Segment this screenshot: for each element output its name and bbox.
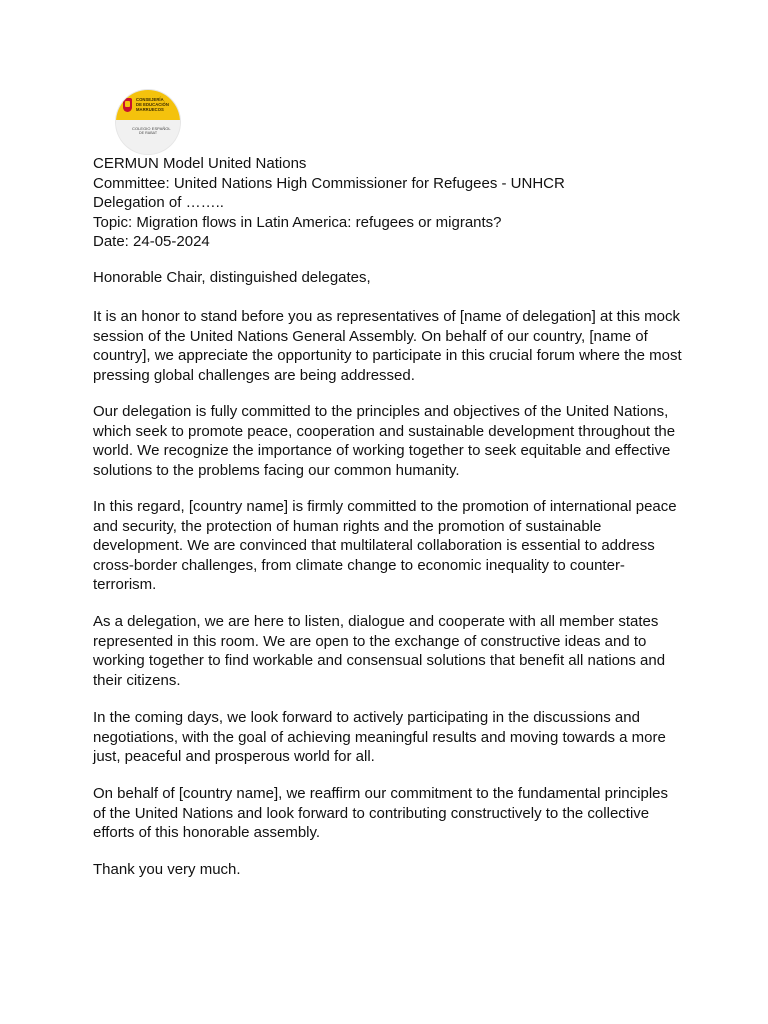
salutation — [93, 268, 683, 288]
body-paragraph — [93, 402, 683, 480]
body-paragraph — [93, 497, 683, 595]
school-logo — [116, 90, 180, 154]
paragraph-text: As a delegation, we are here to listen, dialogue and cooperate with all member states represented in this room. We are open to the exchange of constructive ideas and to working together to find workable and consensual solutions that benefit all nations and their citizens. — [93, 613, 666, 689]
paragraph-text: In the coming days, we look forward to actively participating in the discussions and negotiations, with the goal of achieving meaningful results and moving towards a more just, peaceful and prosperous world for all. — [93, 709, 666, 765]
logo-text-line: MARRUECOS — [136, 107, 164, 112]
body-paragraph — [93, 708, 683, 767]
paragraph-text: On behalf of [country name], we reaffirm our commitment to the fundamental principles of the United Nations and look forward to contributing constructively to the collective efforts of this honorable assembly. — [93, 785, 668, 841]
delegation-line: Delegation of …….. — [93, 194, 224, 211]
committee-line: Committee: United Nations High Commissioner for Refugees - UNHCR — [93, 174, 565, 192]
closing — [93, 860, 683, 880]
paragraph-text: In this regard, [country name] is firmly committed to the promotion of international peace and security, the protection of human rights and the promotion of sustainable development. We are convinced that multilateral collaboration is essential to address cross-border challenges, from climate change to economic inequality to counter-terrorism. — [93, 498, 677, 593]
date-line: Date: 24-05-2024 — [93, 233, 210, 250]
document-header — [93, 154, 683, 252]
organization-name: CERMUN Model United Nations — [93, 155, 307, 172]
paragraph-text: Our delegation is fully committed to the principles and objectives of the United Nations, which seek to promote peace, cooperation and sustainable development throughout the world. We recognize the importance of working together to seek equitable and effective solutions to the problems facing our common humanity. — [93, 403, 676, 479]
logo-text-line: DE RABAT — [139, 131, 158, 135]
paragraph-text: It is an honor to stand before you as representatives of [name of delegation] at this mock session of the United Nations General Assembly. On behalf of our country, [name of country], we appreciate the opportunity to participate in this crucial forum where the most pressing global challenges are being addressed. — [93, 308, 682, 384]
coat-of-arms-icon — [123, 98, 132, 112]
body-paragraph — [93, 784, 683, 843]
body-paragraph — [93, 612, 683, 690]
body-paragraph — [93, 307, 683, 385]
salutation-text: Honorable Chair, distinguished delegates, — [93, 269, 371, 286]
topic-line: Topic: Migration flows in Latin America: refugees or migrants? — [93, 213, 502, 231]
logo-text-line: DE EDUCACIÓN — [136, 102, 169, 107]
logo-text-line: CONSEJERÍA — [136, 97, 164, 102]
closing-text: Thank you very much. — [93, 861, 241, 878]
logo-text-line: COLEGIO ESPAÑOL — [132, 126, 171, 131]
